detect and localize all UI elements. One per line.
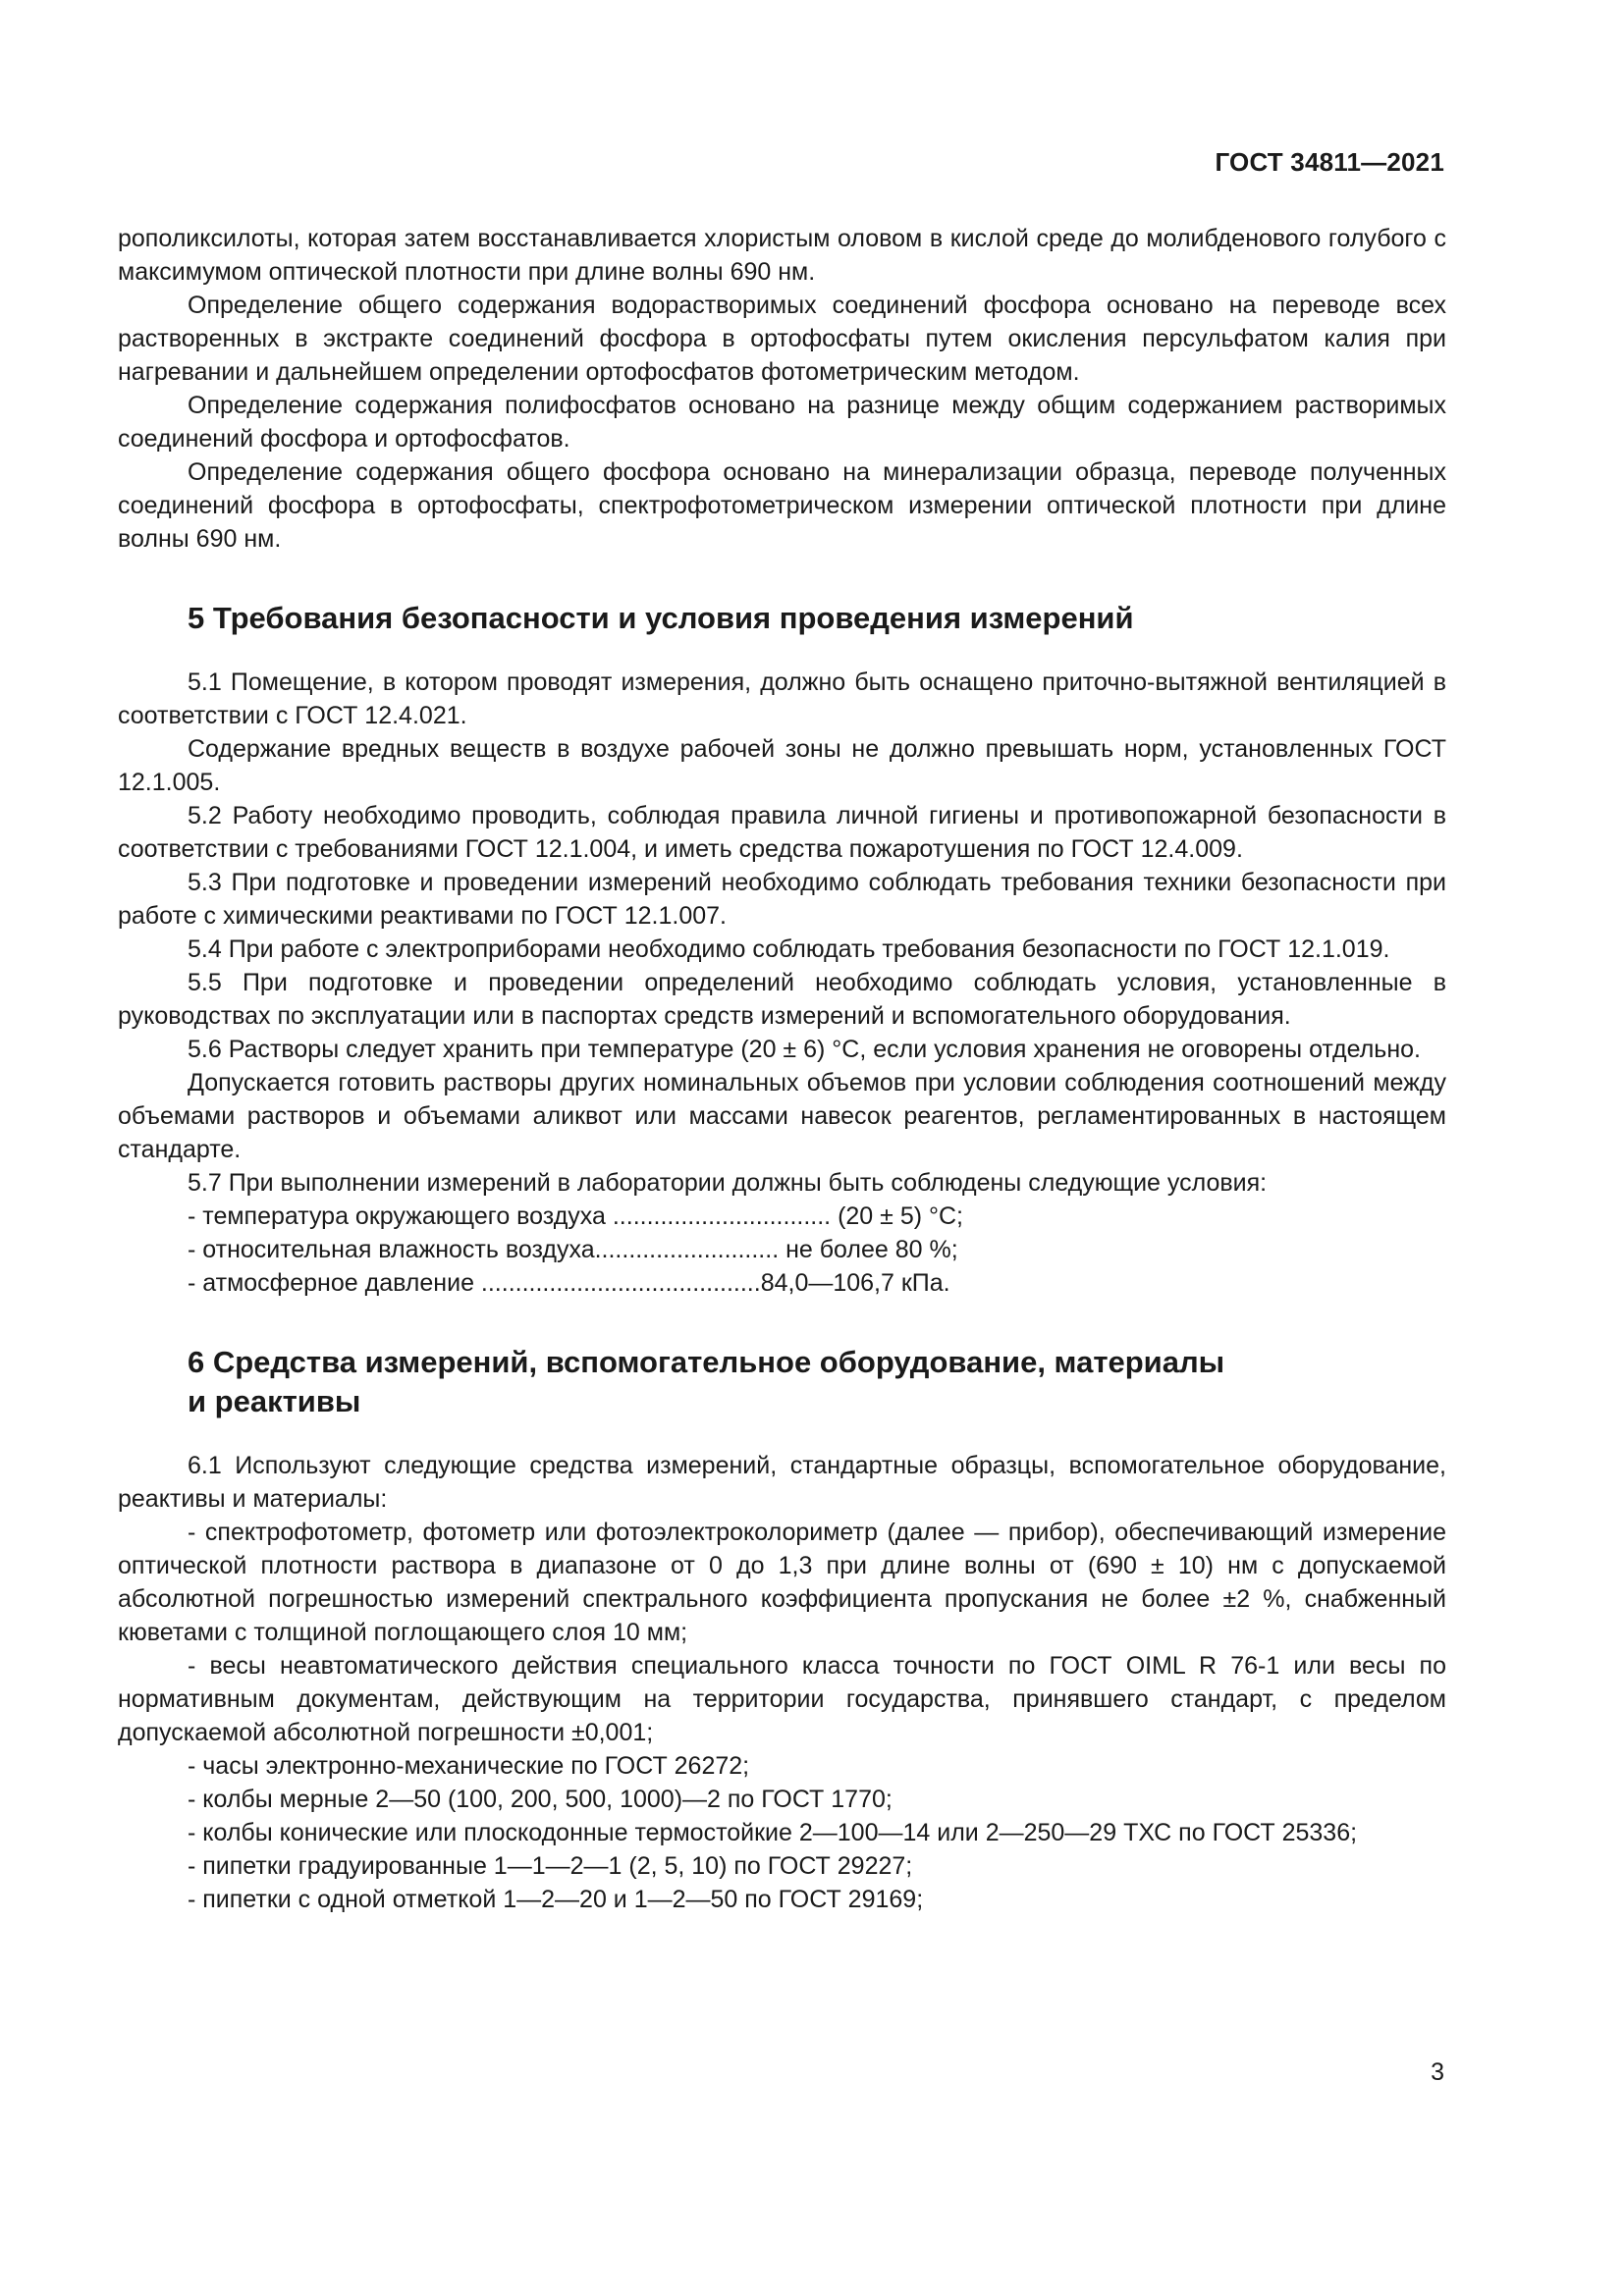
- page-number: 3: [1431, 2058, 1444, 2086]
- list-item-graduated-pipettes: - пипетки градуированные 1—1—2—1 (2, 5, 10) по ГОСТ 29227;: [188, 1852, 913, 1880]
- list-item-single-mark-pipettes: - пипетки с одной отметкой 1—2—20 и 1—2—50 по ГОСТ 29169;: [188, 1886, 924, 1913]
- intro-paragraph: Определение общего содержания водорастворимых соединений фосфора основано на переводе всех растворенных в экстракте соединений фосфора в ортофосфаты путем окисления персульфатом калия при нагревании и дальнейшем определении ортофосфатов фотометрическим методом.: [118, 292, 1446, 386]
- paragraph-6-1: 6.1 Используют следующие средства измерений, стандартные образцы, вспомогательное оборудование, реактивы и материалы:: [118, 1452, 1446, 1513]
- section-6-heading-line1: 6 Средства измерений, вспомогательное оборудование, материалы: [188, 1345, 1225, 1379]
- list-item-scales: - весы неавтоматического действия специального класса точности по ГОСТ OIML R 76-1 или весы по нормативным документам, действующим на территории государства, принявшего стандарт, с пределом допускаемой абсолютной погрешности ±0,001;: [118, 1652, 1446, 1746]
- list-item-volumetric-flasks: - колбы мерные 2—50 (100, 200, 500, 1000)—2 по ГОСТ 1770;: [188, 1786, 893, 1813]
- intro-paragraph: рополиксилоты, которая затем восстанавливается хлористым оловом в кислой среде до молибденового голубого с максимумом оптической плотности при длине волны 690 нм.: [118, 225, 1446, 286]
- paragraph-5-6-note: Допускается готовить растворы других номинальных объемов при условии соблюдения соотношений между объемами растворов и объемами аликвот или массами навесок реагентов, регламентированных в настоящем стандарте.: [118, 1069, 1446, 1163]
- paragraph-5-3: 5.3 При подготовке и проведении измерений необходимо соблюдать требования техники безопасности при работе с химическими реактивами по ГОСТ 12.1.007.: [118, 869, 1446, 930]
- paragraph-5-5: 5.5 При подготовке и проведении определений необходимо соблюдать условия, установленные в руководствах по эксплуатации или в паспортах средств измерений и вспомогательного оборудования.: [118, 969, 1446, 1030]
- section-6-heading-line2: и реактивы: [188, 1384, 361, 1418]
- paragraph-5-4: 5.4 При работе с электроприборами необходимо соблюдать требования безопасности по ГОСТ 12.1.019.: [188, 935, 1390, 963]
- list-item-clock: - часы электронно-механические по ГОСТ 26272;: [188, 1752, 750, 1780]
- page-content: [118, 222, 1446, 1916]
- condition-item-humidity: - относительная влажность воздуха........................... не более 80 %;: [188, 1236, 958, 1263]
- paragraph-5-1-note: Содержание вредных веществ в воздухе рабочей зоны не должно превышать норм, установленных ГОСТ 12.1.005.: [118, 735, 1446, 796]
- intro-paragraph: Определение содержания полифосфатов основано на разнице между общим содержанием растворимых соединений фосфора и ортофосфатов.: [118, 392, 1446, 453]
- paragraph-5-6: 5.6 Растворы следует хранить при температуре (20 ± 6) °С, если условия хранения не оговорены отдельно.: [188, 1036, 1421, 1063]
- document-id-header: ГОСТ 34811—2021: [1215, 147, 1444, 177]
- list-item-spectrophotometer: - спектрофотометр, фотометр или фотоэлектроколориметр (далее — прибор), обеспечивающий измерение оптической плотности раствора в диапазоне от 0 до 1,3 при длине волны от (690 ± 10) нм с допускаемой абсолютной погрешностью измерений спектрального коэффициента пропускания не более ±2 %, снабженный кюветами с толщиной поглощающего слоя 10 мм;: [118, 1519, 1446, 1646]
- list-item-conical-flasks: - колбы конические или плоскодонные термостойкие 2—100—14 или 2—250—29 ТХС по ГОСТ 25336;: [188, 1819, 1358, 1846]
- section-6-heading: [118, 1343, 1446, 1421]
- condition-item-pressure: - атмосферное давление .........................................84,0—106,7 кПа.: [188, 1269, 950, 1297]
- paragraph-5-7: 5.7 При выполнении измерений в лаборатории должны быть соблюдены следующие условия:: [188, 1169, 1268, 1197]
- paragraph-5-2: 5.2 Работу необходимо проводить, соблюдая правила личной гигиены и противопожарной безопасности в соответствии с требованиями ГОСТ 12.1.004, и иметь средства пожаротушения по ГОСТ 12.4.009.: [118, 802, 1446, 863]
- section-5-heading: 5 Требования безопасности и условия проведения измерений: [188, 601, 1134, 635]
- paragraph-5-1: 5.1 Помещение, в котором проводят измерения, должно быть оснащено приточно-вытяжной вентиляцией в соответствии с ГОСТ 12.4.021.: [118, 668, 1446, 729]
- condition-item-temperature: - температура окружающего воздуха ................................ (20 ± 5) °С;: [188, 1202, 963, 1230]
- intro-paragraph: Определение содержания общего фосфора основано на минерализации образца, переводе полученных соединений фосфора в ортофосфаты, спектрофотометрическом измерении оптической плотности при длине волны 690 нм.: [118, 458, 1446, 553]
